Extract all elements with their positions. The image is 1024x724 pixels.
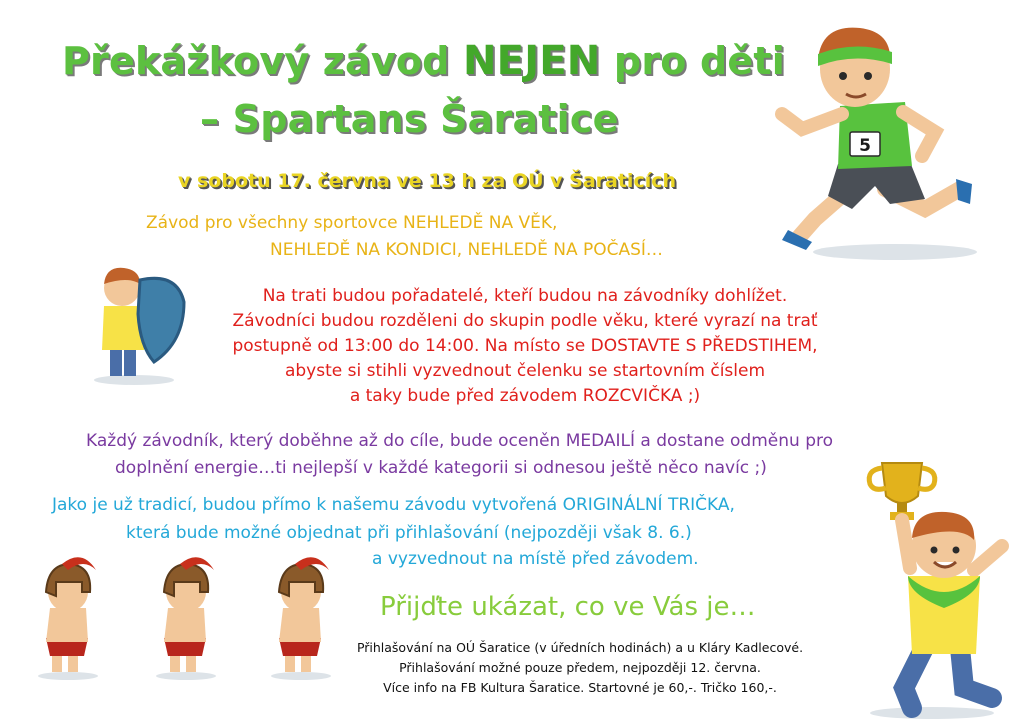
rules-block xyxy=(230,284,820,409)
rules-line: postupně od 13:00 do 14:00. Na místo se DOSTAVTE S PŘEDSTIHEM, xyxy=(232,336,818,356)
boy-with-shield-illustration xyxy=(92,262,192,386)
title-text-a: Překážkový závod xyxy=(62,39,463,83)
registration-info xyxy=(330,638,830,698)
footer-line: Přihlašování možné pouze předem, nejpozději 12. června. xyxy=(399,660,761,675)
title-text-b: pro děti xyxy=(600,39,785,83)
title-emphasis: NEJEN xyxy=(463,38,601,84)
spartan-illustration-1 xyxy=(32,552,104,682)
spartan-illustration-2 xyxy=(150,552,222,682)
medal-line-2: doplnění energie…ti nejlepší v každé kategorii si odnesou ještě něco navíc ;) xyxy=(115,458,767,478)
spartan-illustration-3 xyxy=(265,552,337,682)
rules-line: Závodníci budou rozděleni do skupin podle věku, které vyrazí na trať xyxy=(232,311,818,331)
shirts-line-3: a vyzvednout na místě před závodem. xyxy=(372,549,699,569)
trophy-kid-illustration xyxy=(852,458,1022,720)
runner-bib-number: 5 xyxy=(859,136,871,156)
slogan: Přijďte ukázat, co ve Vás je… xyxy=(380,592,756,622)
rules-line: abyste si stihli vyzvednout čelenku se startovním číslem xyxy=(284,361,766,381)
title-line-1 xyxy=(62,38,785,84)
footer-line: Více info na FB Kultura Šaratice. Startovné je 60,-. Tričko 160,-. xyxy=(383,680,777,695)
intro-line-1: Závod pro všechny sportovce NEHLEDĚ NA VĚK, xyxy=(146,213,558,233)
shirts-line-2: která bude možné objednat při přihlašování (nejpozději však 8. 6.) xyxy=(126,523,692,543)
rules-line: Na trati budou pořadatelé, kteří budou na závodníky dohlížet. xyxy=(262,286,788,306)
footer-line: Přihlašování na OÚ Šaratice (v úředních hodinách) a u Kláry Kadlecové. xyxy=(356,640,804,655)
medal-line-1: Každý závodník, který doběhne až do cíle, bude oceněn MEDAILÍ a dostane odměnu pro xyxy=(86,431,833,451)
runner-illustration xyxy=(760,14,982,264)
title-line-2: – Spartans Šaratice xyxy=(200,97,619,141)
shirts-line-1: Jako je už tradicí, budou přímo k našemu závodu vytvořená ORIGINÁLNÍ TRIČKA, xyxy=(52,495,735,515)
rules-line: a taky bude před závodem ROZCVIČKA ;) xyxy=(349,386,701,406)
event-date-line: v sobotu 17. června ve 13 h za OÚ v Šaraticích xyxy=(178,170,677,192)
intro-line-2: NEHLEDĚ NA KONDICI, NEHLEDĚ NA POČASÍ… xyxy=(270,240,663,260)
